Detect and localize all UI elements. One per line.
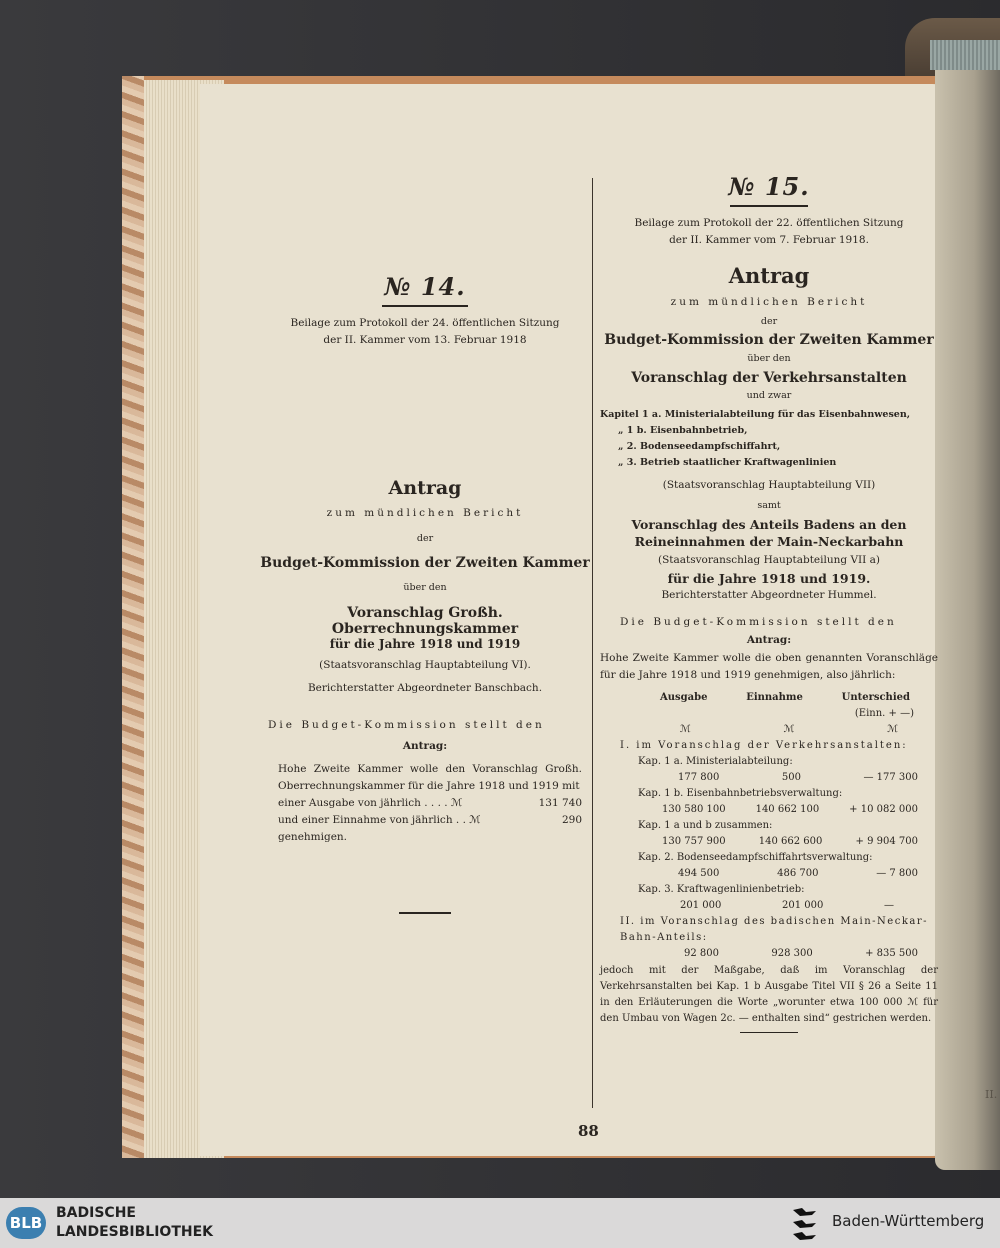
subject-heading: Voranschlag Großh. Oberrechnungskammer (331, 605, 519, 637)
commission-heading: Budget-Kommission der Zweiten Kammer (260, 555, 590, 571)
item-einnahme: 201 000 (782, 900, 824, 911)
item-label: Kap. 1 a. Ministerialabteilung: (638, 756, 793, 767)
budget-section-2: (Staatsvoranschlag Hauptabteilung VII a) (657, 554, 881, 566)
table-row (600, 850, 938, 882)
item-ausgabe: 494 500 (678, 868, 720, 879)
item-label: Kap. 3. Kraftwagenlinienbetrieb: (638, 884, 805, 895)
item-label: Kap. 2. Bodenseedampfschiffahrtsverwaltung: (638, 852, 873, 863)
col-ausgabe: Ausgabe (660, 692, 708, 703)
chapter-3: „ 3. Betrieb staatlicher Kraftwagenlinien (618, 457, 837, 468)
reporter-line: Berichterstatter Abgeordneter Banschbach. (307, 682, 543, 694)
next-book-pages (930, 40, 1000, 70)
ueber-line: über den (747, 353, 791, 364)
item-unterschied: — 177 300 (863, 772, 918, 783)
sec2-ausgabe: 92 800 (684, 948, 719, 959)
item-unterschied: + 10 082 000 (849, 804, 918, 815)
end-rule (740, 1032, 798, 1033)
unit-row (600, 722, 938, 738)
baden-wuerttemberg-lions-icon[interactable] (790, 1204, 820, 1242)
der-line: der (760, 316, 778, 327)
subject-heading: Voranschlag der Verkehrsanstalten (631, 370, 907, 386)
antrag-label: Antrag: (402, 740, 448, 752)
library-name (56, 1204, 213, 1242)
income-label: und einer Einnahme von jährlich . . ℳ (278, 814, 481, 826)
item-ausgabe: 177 800 (678, 772, 720, 783)
right-page-edge (935, 70, 1000, 1170)
chapter-1a: Kapitel 1 a. Ministerialabteilung für das Eisenbahnwesen, (600, 409, 911, 420)
item-einnahme: 500 (781, 772, 801, 783)
unit-a: ℳ (680, 724, 691, 735)
antrag-label: Antrag: (746, 634, 792, 646)
years-line: für die Jahre 1918 und 1919. (667, 571, 871, 586)
supplement-line-1: Beilage zum Protokoll der 24. öffentlichen Sitzung (290, 317, 560, 329)
report-line: zum mündlichen Bericht (670, 296, 868, 308)
supplement-line-2: der II. Kammer vom 7. Februar 1918. (669, 234, 869, 246)
footer-bar (0, 1198, 1000, 1248)
approve-word: genehmigen. (278, 831, 348, 843)
undzwar-line: und zwar (746, 390, 792, 401)
item-label: Kap. 1 a und b zusammen: (638, 820, 773, 831)
section-2-values (600, 946, 938, 962)
budget-section: (Staatsvoranschlag Hauptabteilung VI). (319, 659, 531, 671)
items-table (600, 754, 938, 914)
item-einnahme: 486 700 (777, 868, 819, 879)
column-divider (592, 178, 593, 1108)
page-number: 88 (578, 1122, 599, 1140)
table-row (600, 786, 938, 818)
subject-years: für die Jahre 1918 und 1919 (329, 637, 521, 651)
table-row (600, 818, 938, 850)
commission-heading: Budget-Kommission der Zweiten Kammer (604, 332, 934, 348)
intro-text: Hohe Zweite Kammer wolle die oben genannten Voranschläge für die Jahre 1918 und 1919 genehmigen, also jährlich: (600, 652, 938, 681)
cover-marbling (122, 76, 144, 1158)
document-number: № 14. (384, 272, 466, 301)
number-underline (382, 305, 468, 307)
section-2-heading: II. im Voranschlag des badischen Main-Neckar-Bahn-Anteils: (620, 916, 929, 943)
library-name-line-2: LANDESBIBLIOTHEK (56, 1224, 214, 1240)
item-values (600, 802, 938, 818)
expense-value: 131 740 (538, 797, 582, 809)
commission-proposes: Die Budget-Kommission stellt den (620, 616, 897, 628)
col-unterschied: Unterschied (841, 692, 910, 703)
item-label: Kap. 1 b. Eisenbahnbetriebsverwaltung: (638, 788, 843, 799)
col-einnahme: Einnahme (746, 692, 803, 703)
subject2-heading: Voranschlag des Anteils Badens an den Reineinnahmen der Main-Neckarbahn (631, 517, 907, 549)
supplement-line-2: der II. Kammer vom 13. Februar 1918 (323, 334, 527, 346)
library-name-line-1: BADISCHE (56, 1205, 136, 1221)
income-row (260, 812, 590, 829)
sec2-einnahme: 928 300 (771, 948, 813, 959)
table-row (600, 882, 938, 914)
chapter-1b: „ 1 b. Eisenbahnbetrieb, (618, 425, 748, 436)
item-values (600, 898, 938, 914)
item-values (600, 866, 938, 882)
item-einnahme: 140 662 600 (758, 836, 823, 847)
budget-section: (Staatsvoranschlag Hauptabteilung VII) (662, 479, 876, 491)
item-values (600, 834, 938, 850)
left-column (260, 272, 590, 914)
expense-row (260, 795, 590, 812)
item-ausgabe: 130 757 900 (662, 836, 726, 847)
item-values (600, 770, 938, 786)
antrag-heading: Antrag (728, 263, 810, 288)
unit-u: ℳ (887, 724, 898, 735)
blb-logo-icon[interactable]: BLB (6, 1207, 46, 1239)
proposal-text: Hohe Zweite Kammer wolle den Voranschlag Großh. Oberrechnungskammer für die Jahre 1918 und 1919 mit (278, 763, 582, 792)
number-underline (730, 205, 808, 207)
antrag-heading: Antrag (388, 477, 462, 499)
state-name: Baden-Württemberg (832, 1212, 985, 1230)
document-number: № 15. (728, 172, 810, 201)
item-unterschied: + 9 904 700 (855, 836, 918, 847)
item-einnahme: 140 662 100 (755, 804, 820, 815)
income-value: 290 (561, 814, 582, 826)
item-ausgabe: 201 000 (680, 900, 722, 911)
table-header-sub: (Einn. + —) (854, 708, 914, 719)
closing-text: jedoch mit der Maßgabe, daß im Voranschlag der Verkehrsanstalten bei Kap. 1 b Ausgabe Titel VII § 26 a Seite 11 in den Erläuterungen die Worte „worunter etwa 100 000 ℳ für den Umbau von Wagen 2c. — enthalten sind“ gestrichen werden. (600, 965, 938, 1024)
edge-mark: II. (985, 1088, 998, 1101)
item-unterschied: — 7 800 (876, 868, 918, 879)
der-line: der (416, 533, 434, 544)
sec2-unterschied: + 835 500 (865, 948, 918, 959)
chapter-2: „ 2. Bodenseedampfschiffahrt, (618, 441, 781, 452)
commission-proposes: Die Budget-Kommission stellt den (268, 719, 545, 731)
reporter-line: Berichterstatter Abgeordneter Hummel. (661, 589, 877, 601)
table-header (600, 690, 938, 706)
section-1-heading: I. im Voranschlag der Verkehrsanstalten: (620, 740, 908, 751)
table-row (600, 754, 938, 786)
ueber-line: über den (403, 582, 447, 593)
end-rule (399, 912, 451, 914)
right-column (600, 172, 938, 1033)
unit-e: ℳ (783, 724, 795, 735)
item-ausgabe: 130 580 100 (662, 804, 726, 815)
item-unterschied: — (884, 900, 894, 911)
samt-line: samt (757, 500, 781, 511)
expense-label: einer Ausgabe von jährlich . . . . ℳ (278, 797, 463, 809)
report-line: zum mündlichen Bericht (326, 507, 524, 519)
supplement-line-1: Beilage zum Protokoll der 22. öffentlichen Sitzung (634, 217, 904, 229)
